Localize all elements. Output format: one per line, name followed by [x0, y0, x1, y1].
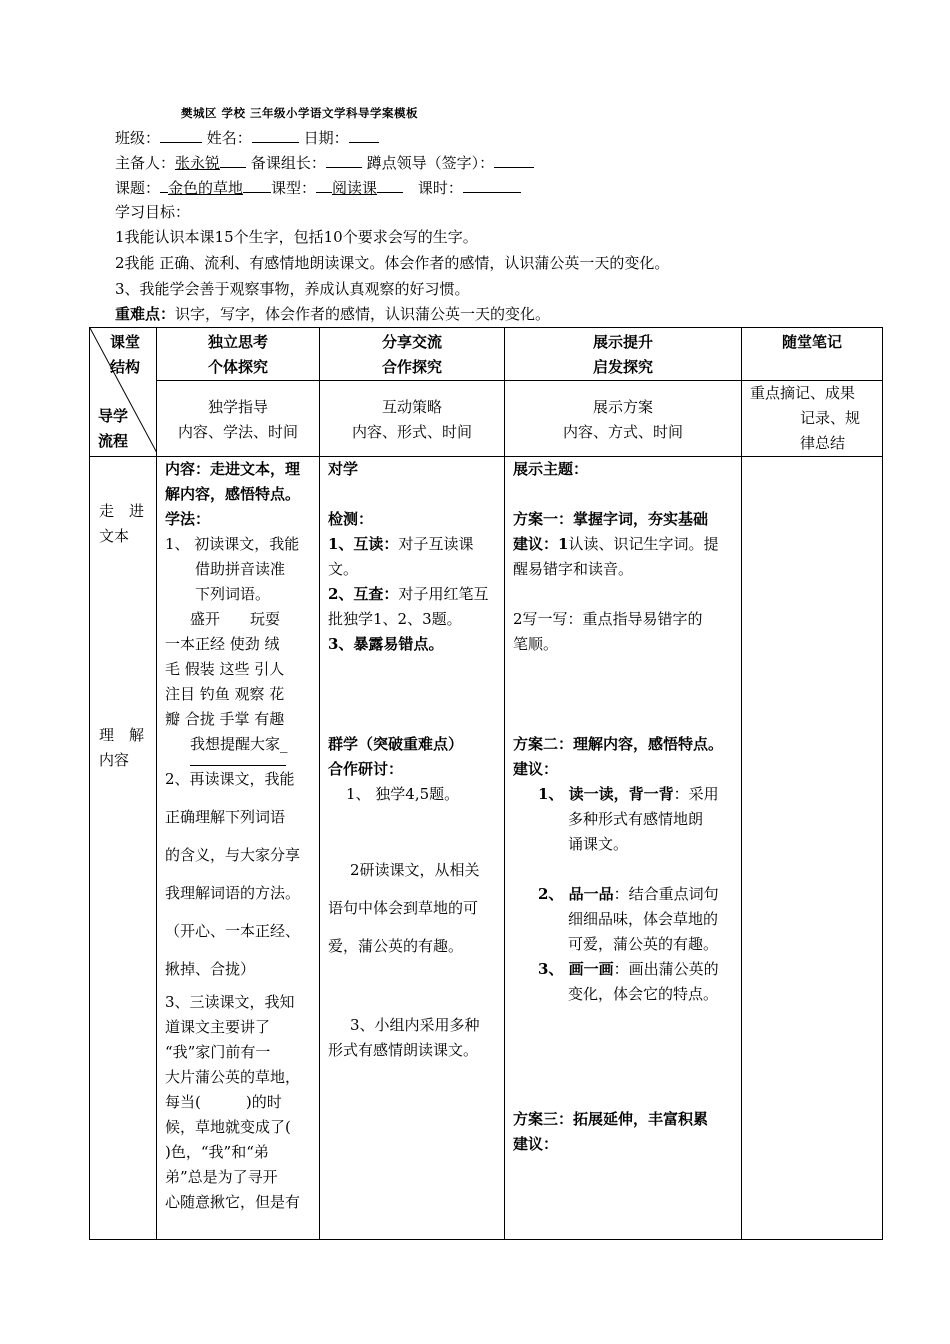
corner-bottom-label: 导学 流程	[98, 407, 129, 450]
period-label: 课时：	[417, 179, 463, 197]
type-label: 课型：	[271, 179, 317, 197]
class-blank	[160, 126, 202, 143]
name-blank	[252, 126, 299, 143]
goal-item: 1我能认识本课15个生字，包括10个要求会写的生字。	[115, 228, 478, 246]
key-points	[115, 303, 550, 325]
header-show: 展示提升 启发探究	[505, 328, 742, 381]
date-label: 日期：	[303, 129, 349, 147]
name-label: 姓名：	[206, 129, 252, 147]
preparer-name: 张永锐	[175, 154, 221, 172]
key-label: 重难点：	[115, 305, 176, 323]
leader-label: 蹲点领导（签字）：	[366, 154, 495, 172]
page-title: 樊城区 学校 三年级小学语文学科导学案模板	[181, 106, 419, 120]
goal-item: 3、我能学会善于观察事物，养成认真观察的好习惯。	[115, 280, 470, 298]
cooperative-study-cell: 对学 检测： 1、互读：对子互读课 文。 2、互查：对子用红笔互 批独学1、2、3题。 3、暴露易错点。 群学（突破重难点） 合作研讨： 1、 独学4,5题。 2研读课文，从相关 语句中体会到草地的可 爱，蒲公英的有趣。 3、小组内采用多种 形式有感情朗读课文。	[320, 457, 505, 1240]
header-share: 分享交流 合作探究	[320, 328, 505, 381]
corner-top-label: 课堂 结构	[110, 333, 141, 376]
info-line-1	[115, 126, 379, 149]
presentation-cell: 展示主题： 方案一：掌握字词，夯实基础 建议：1认读、识记生字词。提 醒易错字和读音。 2写一写：重点指导易错字的 笔顺。 方案二：理解内容，感悟特点。 建议： 1、 读一读，背一背：采用 多种形式有感情地朗 诵课文。 2、 品一品：结合重点词句 细细品味，体会草地的 可爱，蒲公英的有趣。 3、 画一画：画出蒲公英的 变化，体会它的特点。 方案三：拓展延伸，丰富积累 建议：	[505, 457, 742, 1240]
notes-cell	[742, 457, 883, 1240]
class-label: 班级：	[115, 129, 161, 147]
independent-study-cell: 内容：走进文本，理 解内容，感悟特点。 学法： 1、 初读课文，我能 借助拼音读准 下列词语。 盛开 玩耍 一本正经 使劲 绒 毛 假装 这些 引人 注目 钓鱼 观察 花 瓣 合拢 手掌 有趣 我想提醒大家_ 2、再读课文，我能 正确理解下列词语 的含义，与大家分享 我理解词语的方法。 （开心、一本正经、 揪掉、合拢） 3、三读课文，我知 道课文主要讲了 “我”家门前有一 大片蒲公英的草地， 每当( )的时 候，草地就变成了( )色，“我”和“弟 弟”总是为了寻开 心随意揪它，但是有	[157, 457, 320, 1240]
date-blank	[349, 126, 379, 143]
subheader-share: 互动策略 内容、形式、时间	[320, 381, 505, 457]
topic-label: 课题：	[115, 179, 161, 197]
subheader-show: 展示方案 内容、方式、时间	[505, 381, 742, 457]
header-independent: 独立思考 个体探究	[157, 328, 320, 381]
subheader-independent: 独学指导 内容、学法、时间	[157, 381, 320, 457]
info-line-2	[115, 151, 534, 174]
key-text: 识字，写字，体会作者的感情，认识蒲公英一天的变化。	[175, 305, 551, 323]
leader-blank	[494, 151, 534, 168]
stage-cell	[90, 457, 157, 1240]
study-plan-table	[89, 327, 883, 1240]
type-value: 阅读课	[332, 179, 378, 197]
info-line-3	[115, 176, 521, 199]
stage-label: 理 解 内容	[99, 726, 145, 769]
period-blank	[463, 176, 521, 193]
goals-heading: 学习目标：	[115, 203, 191, 221]
preparer-label: 主备人：	[115, 154, 176, 172]
topic-value: 金色的草地	[168, 179, 244, 197]
goal-item: 2我能 正确、流利、有感情地朗读课文。体会作者的感情，认识蒲公英一天的变化。	[115, 254, 670, 272]
header-notes: 随堂笔记	[742, 328, 883, 381]
group-leader-blank	[326, 151, 362, 168]
subheader-notes: 重点摘记、成果 记录、规 律总结	[742, 381, 883, 457]
corner-cell	[90, 328, 157, 457]
stage-label: 走 进 文本	[99, 502, 145, 545]
group-leader-label: 备课组长：	[250, 154, 326, 172]
